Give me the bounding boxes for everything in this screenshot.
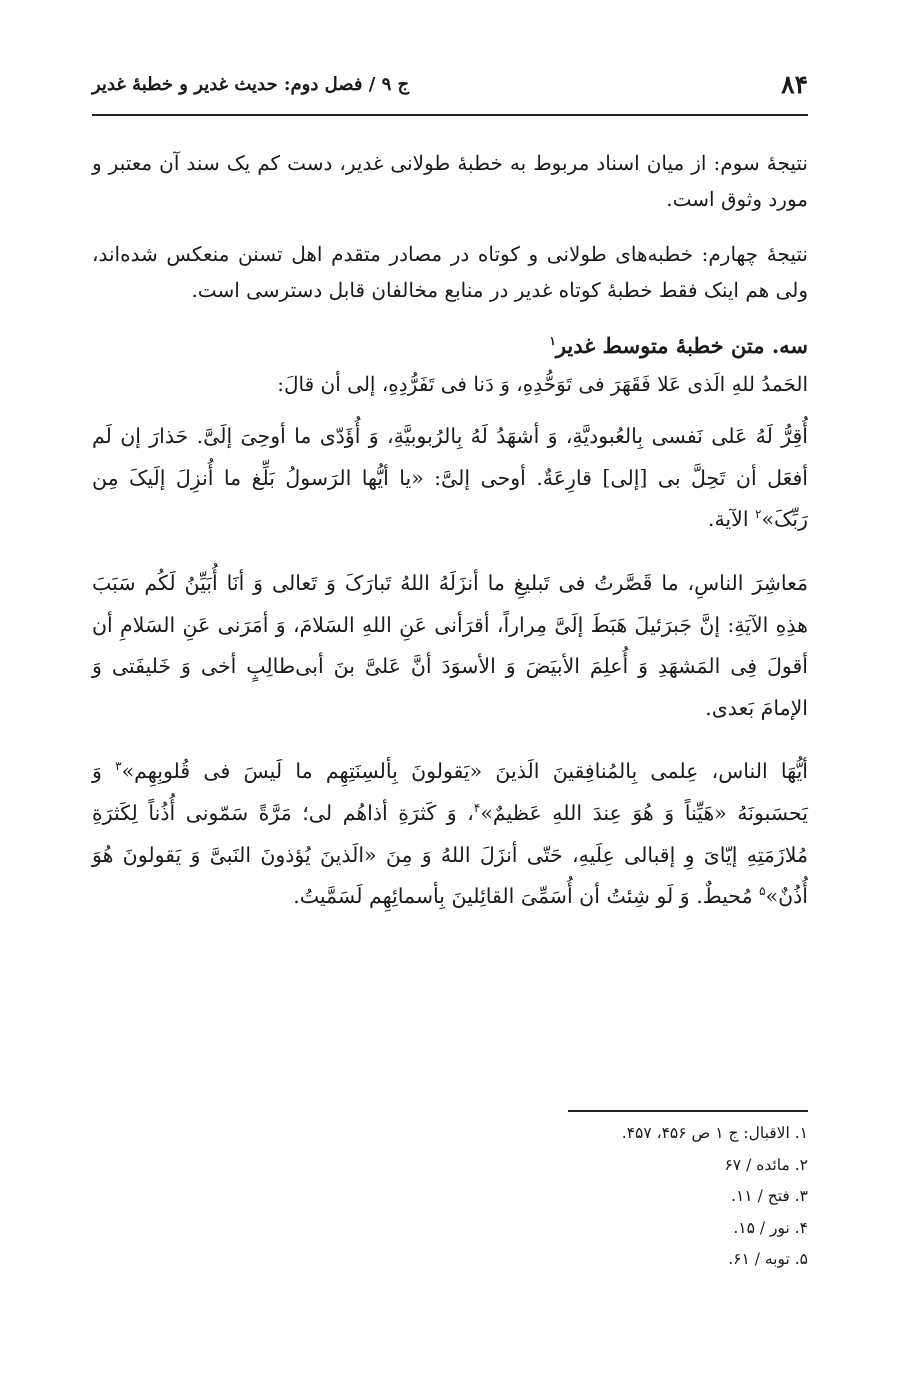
footnote-ref-5: ۵: [759, 884, 766, 899]
footnote-ref-2: ۲: [755, 507, 762, 522]
footnotes: [92, 1110, 808, 1284]
footnote-item: ۱. الاقبال: ج ۱ ص ۴۵۶، ۴۵۷.: [621, 1124, 808, 1142]
section-heading: [92, 328, 808, 364]
footnote-item: ۴. نور / ۱۵.: [733, 1218, 808, 1237]
footnote-item: ۲. مائده / ۶۷: [724, 1155, 808, 1174]
running-title: ج ۹ / فصل دوم: حدیث غدیر و خطبهٔ غدیر: [92, 74, 410, 95]
sermon-text: أیُّهَا الناس، عِلمی بِالمُنافِقینَ الَذینَ «یَقولونَ بِألسِنَتِهِم ما لَیسَ فی قُلوبِهِم»: [121, 759, 809, 784]
sermon-intro: الحَمدُ للهِ الَذی عَلا فَقَهَرَ فی تَوَحُّدِهِ، وَ دَنا فی تَفَرُّدِهِ، إلی أن قالَ:: [277, 372, 808, 397]
sermon-text: وَ یَحسَبونَهُ «هَیِّناً وَ هُوَ عِندَ اللهِ عَظیمٌ»: [92, 759, 808, 825]
footnote-ref-3: ۳: [115, 759, 122, 774]
page-number: ۸۴: [781, 70, 808, 99]
sermon-text: الآیة.: [707, 507, 756, 532]
footnote-ref-1: ۱: [549, 334, 556, 349]
sermon-paragraph-2: مَعاشِرَ الناسِ، ما قَصَّرتُ فی تَبلیغِ ما أنزَلَهُ اللهُ تَبارَکَ وَ تَعالی وَ أنَا أُبَیِّنُ لَکُم سَبَبَ هذِهِ الآیَةِ: إنَّ جَبرَئیلَ هَبَطَ إلَیَّ مِراراً، أقرَأنی عَنِ اللهِ السَلامَ، وَ أمَرَنی عَنِ السَلامِ أن أقولَ فِی المَشهَدِ وَ أُعلِمَ الأبیَضَ وَ الأسوَدَ أنَّ عَلیَّ بنَ أبی‌طالِبٍ أخی وَ خَلیفَتی وَ الإمامَ بَعدی.: [92, 570, 808, 720]
footnote-item: ۵. توبه / ۶۱.: [728, 1250, 808, 1268]
footnote-divider: [568, 1110, 808, 1112]
sermon-text: مُحیطٌ. وَ لَو شِئتُ أن أُسَمِّیَ القائِلینَ بِأسمائِهِم لَسَمَّیتُ.: [293, 884, 760, 909]
page-body: [92, 146, 808, 940]
sermon-text: أُقِرُّ لَهُ عَلی نَفسی بِالعُبودیَّةِ، وَ أشهَدُ لَهُ بِالرُبوبیَّةِ، وَ أُؤَدّی ما أوحِیَ إلَیَّ. حَذارَ إن لَم أفعَل أن تَحِلَّ بی [إلی] قارِعَةٌ. أوحی إلیَّ: «یا أیُّها الرَسولُ بَلِّغ ما أُنزِلَ إلَیکَ مِن رَبِّکَ»: [92, 424, 808, 532]
footnote-item: ۳. فتح / ۱۱.: [731, 1187, 808, 1205]
sermon-text: ، وَ کَثرَةِ أذاهُم لی؛ مَرَّةً سَمّونی أُذُناً لِکَثرَةِ مُلازَمَتِهِ إیّایَ وِ إقبالی عِلَیهِ، حَتّی أنزَلَ اللهُ وَ مِنَ «الَذینَ یُؤذونَ النَبیَّ وَ یَقولونَ هُوَ أُذُنٌ»: [92, 800, 808, 909]
sermon-paragraph-3: [92, 751, 808, 917]
sermon-paragraph-1: [92, 416, 808, 541]
footnote-ref-4: ۴: [473, 801, 481, 816]
conclusion-four: نتیجهٔ چهارم: خطبه‌های طولانی و کوتاه در مصادر متقدم اهل تسنن منعکس شده‌اند، ولی هم اینک فقط خطبهٔ کوتاه غدیر در منابع مخالفان قابل دسترسی است.: [92, 242, 808, 302]
page-header: [92, 62, 808, 116]
conclusion-three: نتیجهٔ سوم: از میان اسناد مربوط به خطبهٔ طولانی غدیر، دست کم یک سند آن معتبر و مورد وثوق است.: [92, 151, 808, 211]
section-heading-text: سه. متن خطبهٔ متوسط غدیر: [555, 333, 808, 359]
